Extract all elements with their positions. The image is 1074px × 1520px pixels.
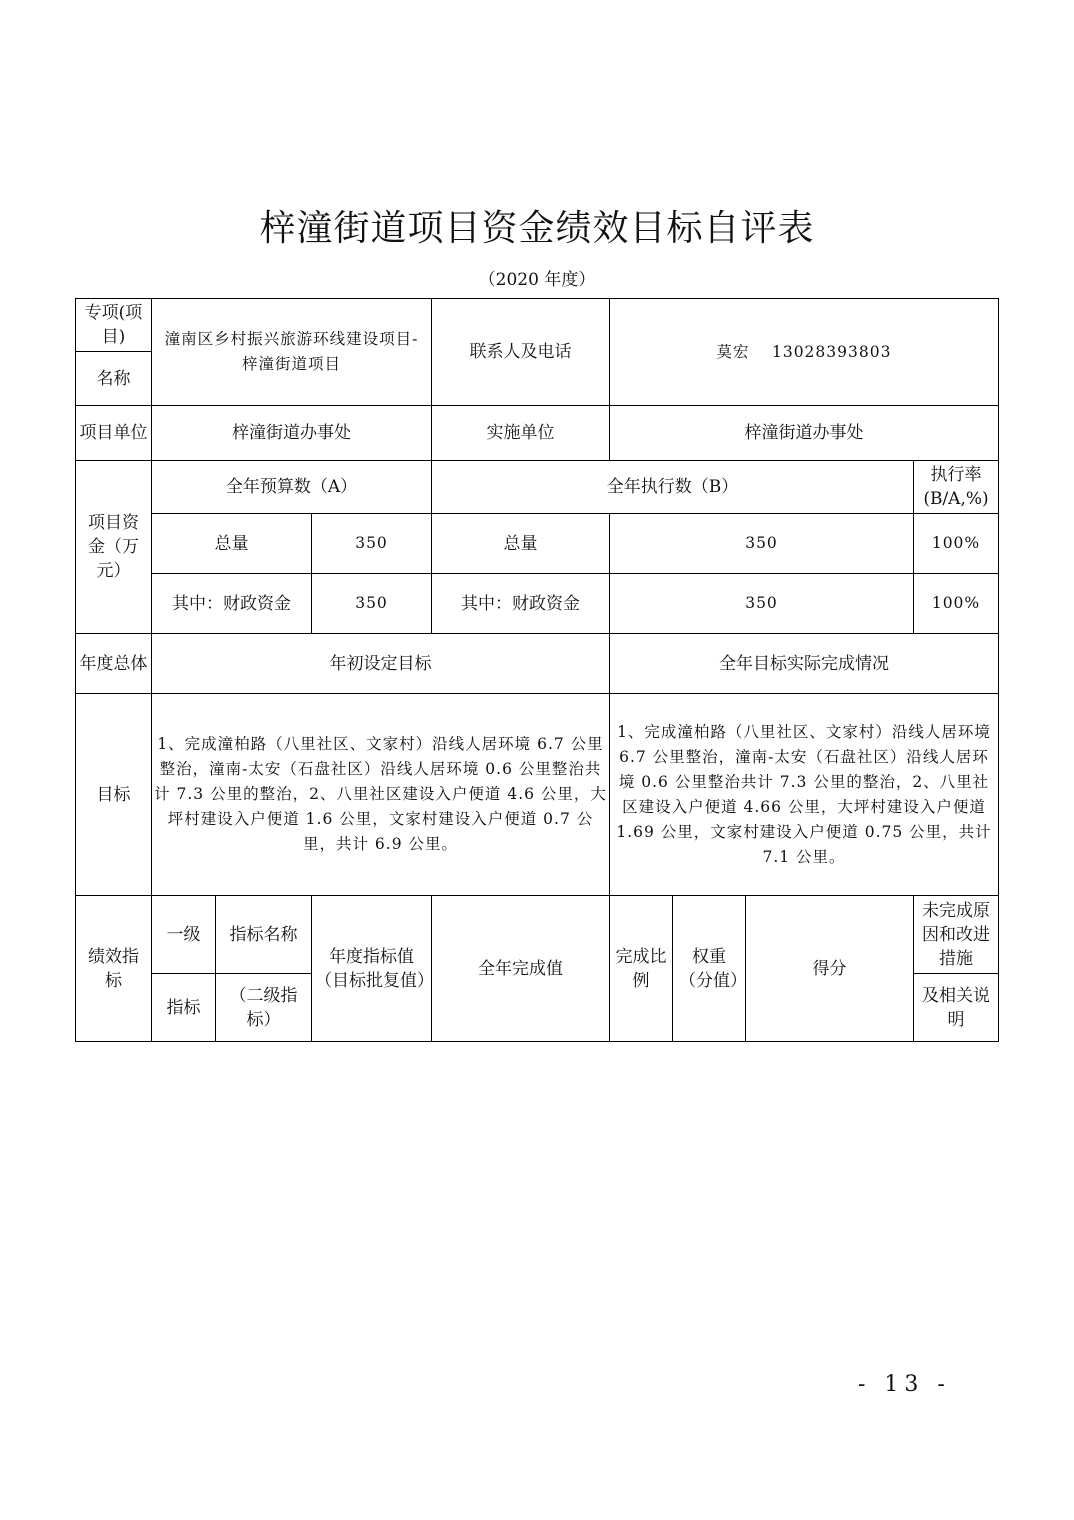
- label-special-project: 专项(项目): [75, 298, 152, 352]
- label-name: 名称: [75, 351, 152, 406]
- fiscal-b: 350: [609, 573, 914, 634]
- contact-value: 莫宏 13028393803: [609, 298, 999, 406]
- level1-top: 一级: [151, 895, 216, 974]
- label-goal: 目标: [75, 693, 152, 896]
- set-goal-text: 1、完成潼柏路（八里社区、文家村）沿线人居环境 6.7 公里整治，潼南-太安（石盘社区）沿线人居环境 0.6 公里整治共计 7.3 公里的整治，2、八里社区建设入户便道 4.6 公里，大坪村建设入户便道 1.6 公里，文家村建设入户便道 0.7 公里，共计 6.9 公里。: [151, 693, 610, 896]
- impl-unit: 梓潼街道办事处: [609, 405, 999, 461]
- reason-bottom: 及相关说明: [913, 973, 999, 1042]
- project-unit: 梓潼街道办事处: [151, 405, 432, 461]
- total-b: 350: [609, 513, 914, 574]
- indicator-name-top: 指标名称: [215, 895, 312, 974]
- page-title: 梓潼街道项目资金绩效目标自评表: [259, 208, 815, 249]
- indicator-name-bottom: （二级指标）: [215, 973, 312, 1042]
- total-a: 350: [311, 513, 432, 574]
- total-rate: 100%: [913, 513, 999, 574]
- fiscal-label-b: 其中：财政资金: [431, 573, 610, 634]
- fiscal-rate: 100%: [913, 573, 999, 634]
- score: 得分: [745, 895, 914, 1042]
- label-project-unit: 项目单位: [75, 405, 152, 461]
- exec-header: 全年执行数（B）: [431, 460, 914, 514]
- year-subtitle: （2020 年度）: [478, 270, 596, 290]
- label-annual-overall: 年度总体: [75, 633, 152, 694]
- contact-label: 联系人及电话: [431, 298, 610, 406]
- annual-indicator-value: 年度指标值（目标批复值）: [311, 895, 432, 1042]
- reason-top: 未完成原因和改进措施: [913, 895, 999, 974]
- label-performance: 绩效指标: [75, 895, 152, 1042]
- total-label-a: 总量: [151, 513, 312, 574]
- rate-header: 执行率(B/A,%): [913, 460, 999, 514]
- set-goal-header: 年初设定目标: [151, 633, 610, 694]
- page-number: - 13 -: [858, 1372, 951, 1397]
- weight: 权重（分值）: [672, 895, 746, 1042]
- fiscal-a: 350: [311, 573, 432, 634]
- project-name: 潼南区乡村振兴旅游环线建设项目-梓潼街道项目: [151, 298, 432, 406]
- level1-bottom: 指标: [151, 973, 216, 1042]
- impl-unit-label: 实施单位: [431, 405, 610, 461]
- fiscal-label-a: 其中：财政资金: [151, 573, 312, 634]
- actual-goal-text: 1、完成潼柏路（八里社区、文家村）沿线人居环境 6.7 公里整治，潼南-太安（石盘社区）沿线人居环境 0.6 公里整治共计 7.3 公里的整治，2、八里社区建设入户便道 4.66 公里，大坪村建设入户便道 1.69 公里，文家村建设入户便道 0.75 公里，共计 7.1 公里。: [609, 693, 999, 896]
- actual-goal-header: 全年目标实际完成情况: [609, 633, 999, 694]
- total-label-b: 总量: [431, 513, 610, 574]
- label-funds: 项目资金（万元）: [75, 460, 152, 634]
- budget-header: 全年预算数（A）: [151, 460, 432, 514]
- completed-value: 全年完成值: [431, 895, 610, 1042]
- completion-ratio: 完成比例: [609, 895, 673, 1042]
